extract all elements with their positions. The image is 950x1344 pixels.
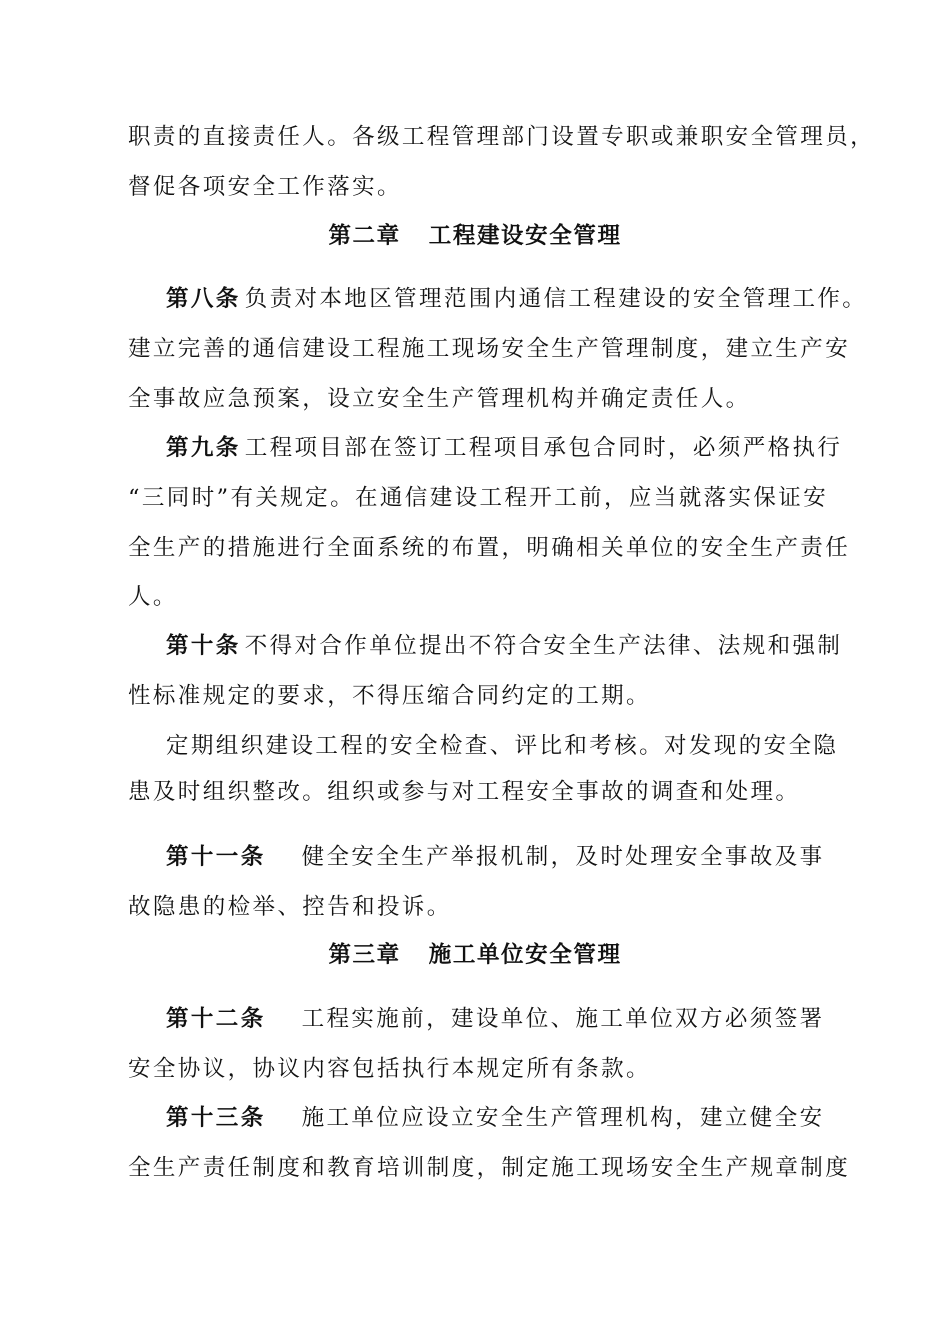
article-text: 施工单位应设立安全生产管理机构，建立健全安 <box>301 1105 825 1131</box>
article-label: 第十一条 <box>166 844 266 870</box>
paragraph-line: 建立完善的通信建设工程施工现场安全生产管理制度，建立生产安 <box>128 336 851 362</box>
article-line <box>166 284 867 314</box>
chapter-title: 工程建设安全管理 <box>428 223 622 249</box>
paragraph-line: 督促各项安全工作落实。 <box>128 174 402 200</box>
article-label: 第十条 <box>166 633 241 659</box>
paragraph-line: 全事故应急预案，设立安全生产管理机构并确定责任人。 <box>128 386 751 412</box>
chapter-number: 第三章 <box>328 942 401 968</box>
article-line <box>166 842 825 872</box>
paragraph-line: 人。 <box>128 584 178 610</box>
paragraph-line: 患及时组织整改。组织或参与对工程安全事故的调查和处理。 <box>128 779 801 805</box>
article-label: 第八条 <box>166 286 241 312</box>
chapter-heading <box>0 221 950 251</box>
paragraph-line: 全生产责任制度和教育培训制度，制定施工现场安全生产规章制度 <box>128 1155 851 1181</box>
paragraph-line: 故隐患的检举、控告和投诉。 <box>128 894 452 920</box>
paragraph-line: “三同时”有关规定。在通信建设工程开工前，应当就落实保证安 <box>128 485 829 511</box>
paragraph-line: 性标准规定的要求，不得压缩合同约定的工期。 <box>128 683 651 709</box>
paragraph-line: 全生产的措施进行全面系统的布置，明确相关单位的安全生产责任 <box>128 535 851 561</box>
chapter-number: 第二章 <box>328 223 401 249</box>
article-line <box>166 1004 825 1034</box>
article-text: 不得对合作单位提出不符合安全生产法律、法规和强制 <box>244 633 843 659</box>
article-line <box>166 1103 825 1133</box>
chapter-heading <box>0 940 950 970</box>
article-text: 负责对本地区管理范围内通信工程建设的安全管理工作。 <box>244 286 868 312</box>
article-label: 第十三条 <box>166 1105 266 1131</box>
article-label: 第九条 <box>166 435 241 461</box>
article-text: 工程项目部在签订工程项目承包合同时，必须严格执行 <box>244 435 843 461</box>
article-line <box>166 433 842 463</box>
paragraph-line: 定期组织建设工程的安全检查、评比和考核。对发现的安全隐 <box>166 733 839 759</box>
article-line <box>166 631 842 661</box>
article-text: 健全安全生产举报机制，及时处理安全事故及事 <box>301 844 825 870</box>
paragraph-line: 职责的直接责任人。各级工程管理部门设置专职或兼职安全管理员， <box>128 124 876 150</box>
article-label: 第十二条 <box>166 1006 266 1032</box>
chapter-title: 施工单位安全管理 <box>428 942 622 968</box>
article-text: 工程实施前，建设单位、施工单位双方必须签署 <box>301 1006 825 1032</box>
paragraph-line: 安全协议，协议内容包括执行本规定所有条款。 <box>128 1056 651 1082</box>
